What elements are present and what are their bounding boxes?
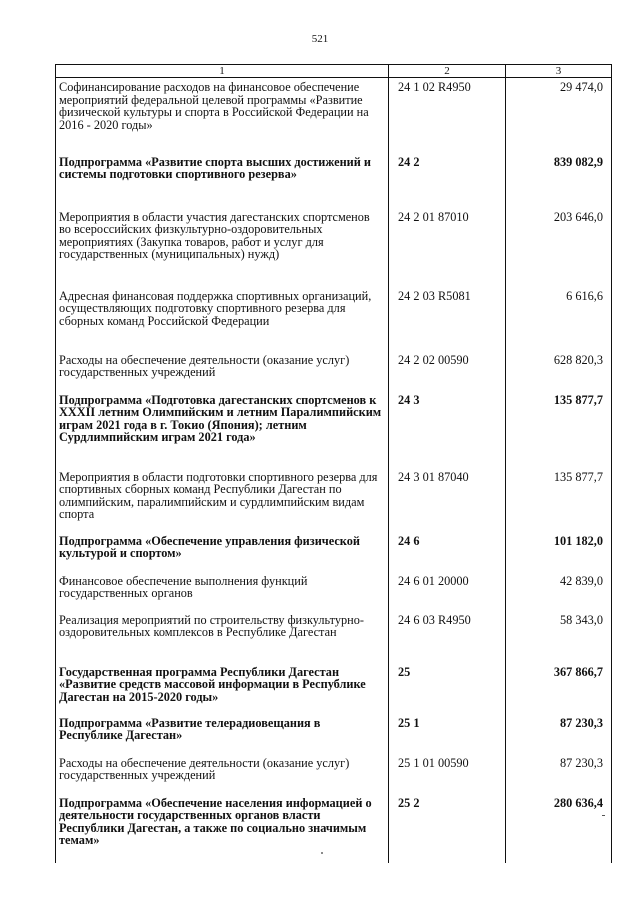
row-code: 24 6 01 20000 — [389, 575, 506, 614]
row-code: 24 2 01 87010 — [389, 211, 506, 290]
row-name: Софинансирование расходов на финансовое обеспечение мероприятий федеральной целевой программы «Развитие физической культуры и спорта в Российской Федерации на 2016 - 2020 годы» — [56, 78, 389, 156]
scan-dot — [321, 852, 323, 854]
table-row — [56, 717, 612, 757]
table-row — [56, 797, 612, 863]
column-header-code: 2 — [389, 65, 506, 78]
row-code: 25 1 — [389, 717, 506, 757]
row-amount: 628 820,3 — [506, 354, 612, 394]
row-code: 24 2 02 00590 — [389, 354, 506, 394]
column-header-amount: 3 — [506, 65, 612, 78]
row-amount: 203 646,0 — [506, 211, 612, 290]
row-name: Финансовое обеспечение выполнения функций государственных органов — [56, 575, 389, 614]
table-row — [56, 666, 612, 717]
row-amount: 280 636,4 — [506, 797, 612, 863]
row-name: Мероприятия в области подготовки спортивного резерва для спортивных сборных команд Республики Дагестан по олимпийским, паралимпийским и сурдлимпийским видам спорта — [56, 471, 389, 535]
row-amount: 42 839,0 — [506, 575, 612, 614]
row-amount: 58 343,0 — [506, 614, 612, 666]
row-code: 25 1 01 00590 — [389, 757, 506, 797]
table-row — [56, 211, 612, 290]
table-row — [56, 156, 612, 211]
budget-table — [55, 64, 612, 863]
row-name: Расходы на обеспечение деятельности (оказание услуг) государственных учреждений — [56, 757, 389, 797]
table-row — [56, 471, 612, 535]
row-name: Подпрограмма «Обеспечение населения информацией о деятельности государственных органов власти Республики Дагестан, а также по социально значимым темам» — [56, 797, 389, 863]
row-code: 24 6 — [389, 535, 506, 575]
table-row — [56, 575, 612, 614]
row-code: 24 1 02 R4950 — [389, 78, 506, 156]
row-amount: 29 474,0 — [506, 78, 612, 156]
row-amount: 87 230,3 — [506, 757, 612, 797]
row-name: Подпрограмма «Развитие спорта высших достижений и системы подготовки спортивного резерва» — [56, 156, 389, 211]
row-amount: 87 230,3 — [506, 717, 612, 757]
row-name: Подпрограмма «Подготовка дагестанских спортсменов к XXXII летним Олимпийским и летним Паралимпийским играм 2021 года в г. Токио (Япония); летним Сурдлимпийским играм 2021 года» — [56, 394, 389, 471]
row-name: Адресная финансовая поддержка спортивных организаций, осуществляющих подготовку спортивного резерва для сборных команд Российской Федерации — [56, 290, 389, 354]
page-number: 521 — [311, 33, 329, 45]
row-name: Подпрограмма «Обеспечение управления физической культурой и спортом» — [56, 535, 389, 575]
row-amount: 135 877,7 — [506, 471, 612, 535]
row-name: Государственная программа Республики Дагестан «Развитие средств массовой информации в Республике Дагестан на 2015-2020 годы» — [56, 666, 389, 717]
column-header-name: 1 — [56, 65, 389, 78]
row-code: 24 3 01 87040 — [389, 471, 506, 535]
table-row — [56, 78, 612, 156]
row-amount: 367 866,7 — [506, 666, 612, 717]
table-row — [56, 535, 612, 575]
row-amount: 6 616,6 — [506, 290, 612, 354]
table-row — [56, 394, 612, 471]
table-row — [56, 290, 612, 354]
row-amount: 839 082,9 — [506, 156, 612, 211]
row-code: 24 3 — [389, 394, 506, 471]
row-amount: 135 877,7 — [506, 394, 612, 471]
table-row — [56, 757, 612, 797]
row-code: 24 2 03 R5081 — [389, 290, 506, 354]
row-amount: 101 182,0 — [506, 535, 612, 575]
table-row — [56, 614, 612, 666]
row-name: Мероприятия в области участия дагестанских спортсменов во всероссийских физкультурно-оздоровительных мероприятиях (Закупка товаров, работ и услуг для государственных (муниципальных) нужд) — [56, 211, 389, 290]
row-code: 24 6 03 R4950 — [389, 614, 506, 666]
table-row — [56, 354, 612, 394]
row-name: Расходы на обеспечение деятельности (оказание услуг) государственных учреждений — [56, 354, 389, 394]
row-name: Реализация мероприятий по строительству физкультурно-оздоровительных комплексов в Республике Дагестан — [56, 614, 389, 666]
row-code: 25 2 — [389, 797, 506, 863]
table-header-row — [56, 65, 612, 78]
row-name: Подпрограмма «Развитие телерадиовещания в Республике Дагестан» — [56, 717, 389, 757]
row-code: 24 2 — [389, 156, 506, 211]
scan-mark — [602, 815, 605, 816]
row-code: 25 — [389, 666, 506, 717]
